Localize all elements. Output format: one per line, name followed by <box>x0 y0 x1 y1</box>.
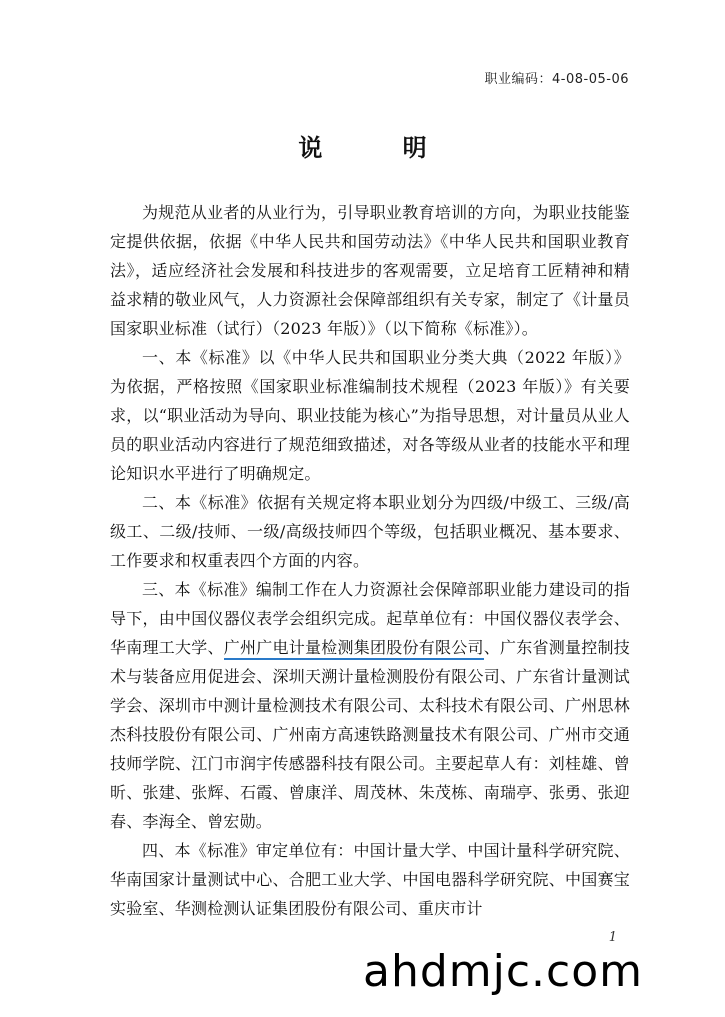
document-body <box>110 198 630 923</box>
highlighted-company: 广州广电计量检测集团股份有限公司 <box>224 638 484 660</box>
paragraph-3-end: 、广东省测量控制技术与装备应用促进会、深圳天溯计量检测股份有限公司、广东省计量测试学会、深圳市中测计量检测技术有限公司、太科技术有限公司、广州思林杰科技股份有限公司、广州南方高速铁路测量技术有限公司、广州市交通技师学院、江门市润宇传感器科技有限公司。主要起草人有：刘桂雄、曾昕、张建、张辉、石霞、曾康洋、周茂林、朱茂栋、南瑞亭、张勇、张迎春、李海全、曾宏勋。 <box>110 638 630 831</box>
paragraph-1: 一、本《标准》以《中华人民共和国职业分类大典（2022 年版）》为依据，严格按照《国家职业标准编制技术规程（2023 年版）》有关要求，以“职业活动为导向、职业技能为核心”为指导思想，对计量员从业人员的职业活动内容进行了规范细致描述，对各等级从业者的技能水平和理论知识水平进行了明确规定。 <box>110 348 630 483</box>
paragraph-2: 二、本《标准》依据有关规定将本职业划分为四级/中级工、三级/高级工、二级/技师、一级/高级技师四个等级，包括职业概况、基本要求、工作要求和权重表四个方面的内容。 <box>110 493 630 570</box>
paragraph-3 <box>110 575 630 836</box>
paragraph-intro: 为规范从业者的从业行为，引导职业教育培训的方向，为职业技能鉴定提供依据，依据《中华人民共和国劳动法》《中华人民共和国职业教育法》，适应经济社会发展和科技进步的客观需要，立足培育工匠精神和精益求精的敬业风气，人力资源社会保障部组织有关专家，制定了《计量员国家职业标准（试行）（2023 年版）》（以下简称《标准》）。 <box>110 203 630 338</box>
paragraph-4: 四、本《标准》审定单位有：中国计量大学、中国计量科学研究院、华南国家计量测试中心、合肥工业大学、中国电器科学研究院、中国赛宝实验室、华测检测认证集团股份有限公司、重庆市计 <box>110 841 630 918</box>
page-title: 说 明 <box>298 133 463 162</box>
watermark-text: ahdmjc.com <box>362 946 643 997</box>
occupation-code: 职业编码：4-08-05-06 <box>484 72 629 87</box>
paragraph-3-start: 三、本《标准》编制工作在人力资源社会保障部职业能力建设司的指导下，由中国仪器仪表学会组织完成。起草单位有：中国仪器仪表学会、华南理工大学、 <box>110 580 630 657</box>
page-number: 1 <box>608 930 617 945</box>
